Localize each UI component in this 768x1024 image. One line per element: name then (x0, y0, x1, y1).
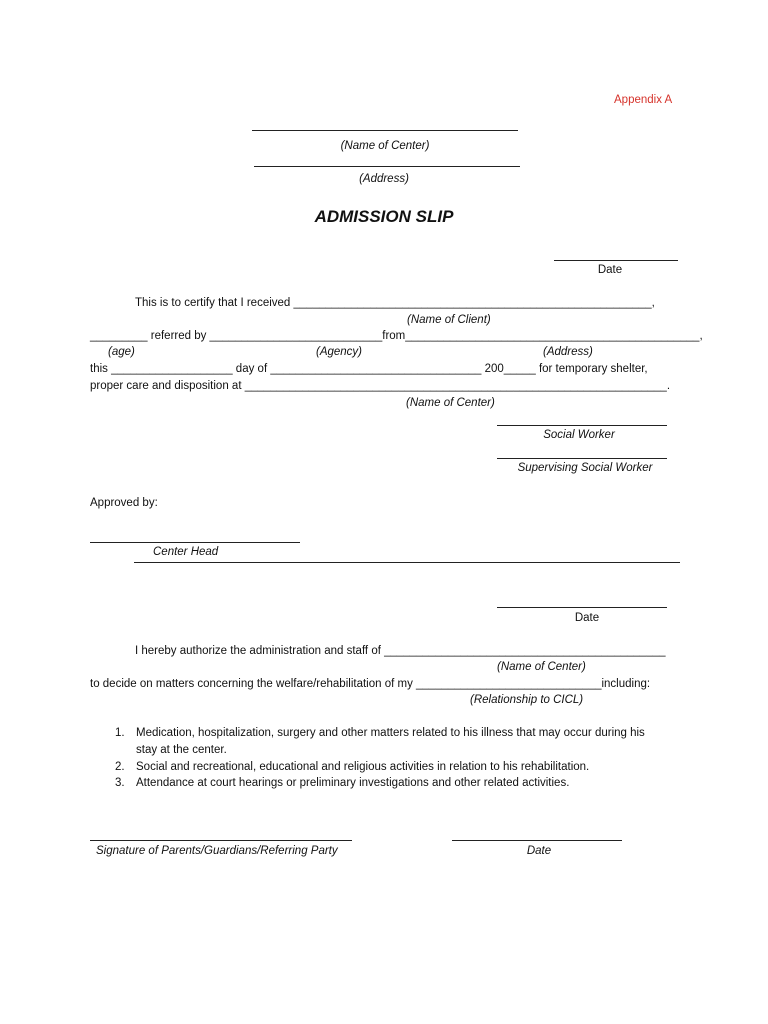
authorization-line-1: I hereby authorize the administration and staff of ____________________________________________ (135, 645, 666, 657)
list-item: Attendance at court hearings or preliminary investigations and other related activities. (136, 777, 570, 789)
certify-line-2: _________ referred by ___________________________from______________________________________________, (90, 330, 703, 342)
list-item: Social and recreational, educational and religious activities in relation to his rehabilitation. (136, 761, 590, 773)
center-head-line[interactable] (90, 542, 300, 543)
list-item: Medication, hospitalization, surgery and other matters related to his illness that may occur during his (136, 727, 645, 739)
name-of-center-caption: (Name of Center) (340, 140, 430, 152)
address-caption: (Address) (359, 173, 409, 185)
appendix-label: Appendix A (614, 94, 673, 106)
social-worker-caption: Social Worker (543, 429, 615, 441)
parent-signature-caption: Signature of Parents/Guardians/Referring Party (96, 845, 338, 857)
certify-line-4: proper care and disposition at __________________________________________________________________. (90, 380, 671, 392)
certify-line-1: This is to certify that I received ________________________________________________________, (135, 297, 655, 309)
supervising-social-worker-caption: Supervising Social Worker (517, 462, 653, 474)
top-date-line[interactable] (554, 260, 678, 261)
list-item-number: 2. (115, 761, 125, 773)
name-of-client-caption: (Name of Client) (407, 314, 491, 326)
name-of-center-line[interactable] (252, 130, 518, 131)
authorization-date-line[interactable] (497, 607, 667, 608)
top-date-caption: Date (597, 264, 623, 276)
supervising-social-worker-line[interactable] (497, 458, 667, 459)
agency-caption: (Agency) (316, 346, 363, 358)
center-head-caption: Center Head (153, 546, 219, 558)
address-line[interactable] (254, 166, 520, 167)
certify-line-3: this ___________________ day of _________________________________ 200_____ for temporary shelter, (90, 363, 648, 375)
footer-date-line[interactable] (452, 840, 622, 841)
name-of-center-caption-2: (Name of Center) (406, 397, 495, 409)
name-of-center-caption-3: (Name of Center) (497, 661, 586, 673)
address-caption-2: (Address) (543, 346, 593, 358)
authorization-line-2: to decide on matters concerning the welfare/rehabilitation of my _____________________________including: (90, 678, 651, 690)
approved-by-label: Approved by: (90, 497, 158, 509)
page-title: ADMISSION SLIP (314, 207, 454, 226)
footer-date-caption: Date (526, 845, 552, 857)
parent-signature-line[interactable] (90, 840, 352, 841)
section-divider (134, 562, 680, 563)
authorization-date-caption: Date (574, 612, 600, 624)
list-item-continuation: stay at the center. (136, 744, 227, 756)
list-item-number: 1. (115, 727, 125, 739)
age-caption: (age) (108, 346, 135, 358)
relationship-caption: (Relationship to CICL) (470, 694, 584, 706)
list-item-number: 3. (115, 777, 125, 789)
social-worker-line[interactable] (497, 425, 667, 426)
